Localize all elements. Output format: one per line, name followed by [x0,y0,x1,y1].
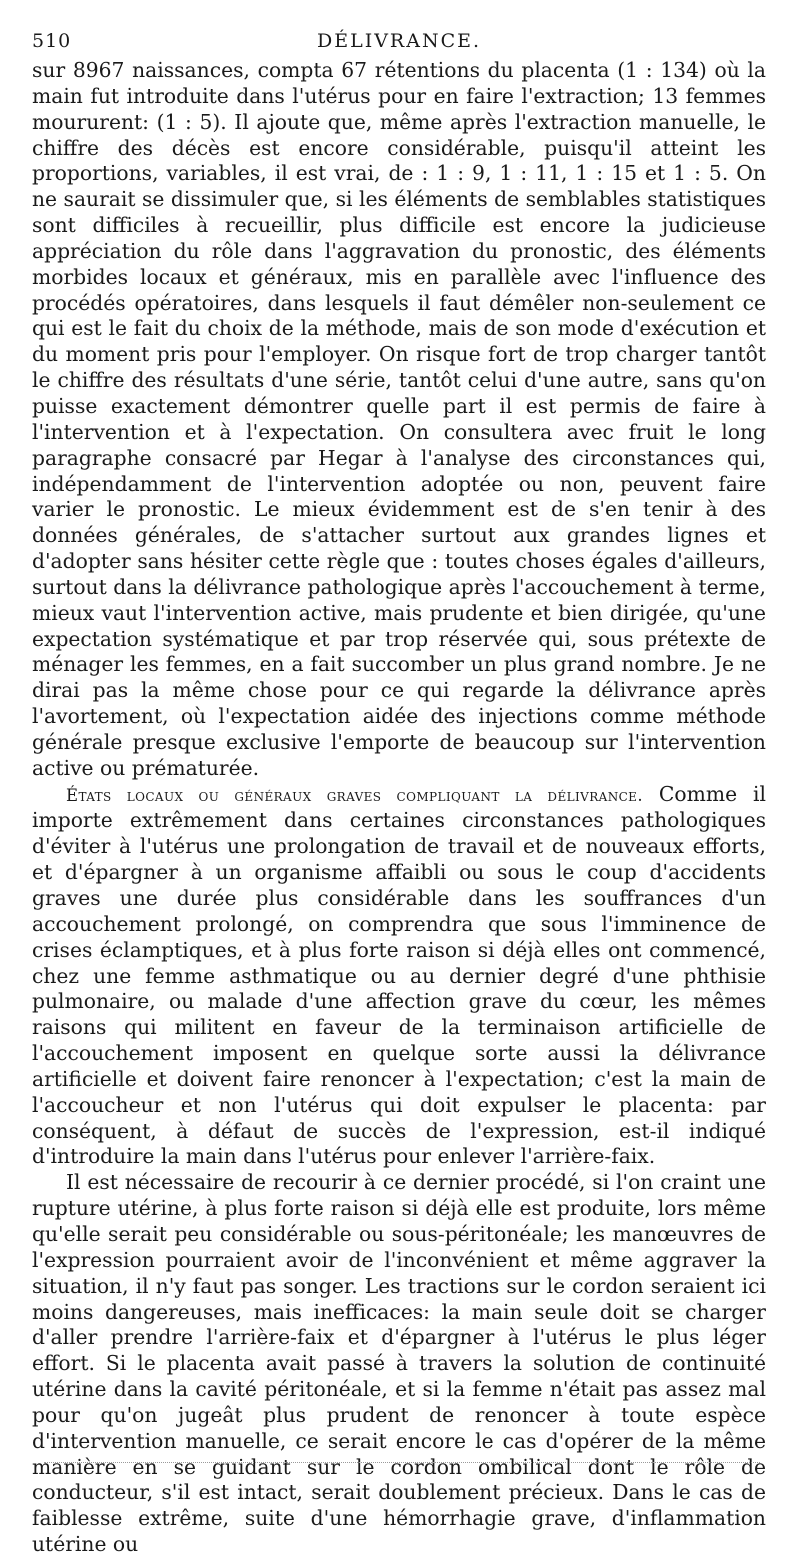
page-number: 510 [32,30,72,52]
paragraph-rupture [32,1170,766,1558]
footer-dotted-rule [44,1462,760,1463]
body-text [32,58,766,1558]
paragraph-statistics [32,58,766,782]
running-head [32,28,766,58]
paragraph-text: Il est nécessaire de recourir à ce dernier procédé, si l'on craint une rupture utérine, à plus forte raison si déjà elle est produite, lors même qu'elle serait peu considérable ou sous-péritonéale; les manœuvres de l'expression pourraient avoir de l'inconvénient et même aggraver la situation, il n'y faut pas songer. Les tractions sur le cordon seraient ici moins dangereuses, mais inefficaces: la main seule doit se charger d'aller prendre l'arrière-faix et d'épargner à l'utérus le plus léger effort. Si le placenta avait passé à travers la solution de continuité utérine dans la cavité péritonéale, et si la femme n'était pas assez mal pour qu'on jugeât plus prudent de renoncer à toute espèce d'intervention manuelle, ce serait encore le cas d'opérer de la même manière en se guidant sur le cordon ombilical dont le rôle de conducteur, s'il est intact, serait doublement précieux. Dans le cas de faiblesse extrême, suite d'une hémorrhagie grave, d'inflammation utérine ou [32,1170,766,1557]
section-heading: États locaux ou généraux graves compliquant la délivrance. [66,785,643,805]
paragraph-grave-states [32,782,766,1171]
running-title: DÉLIVRANCE. [316,30,482,52]
book-page [32,28,766,1558]
paragraph-text: sur 8967 naissances, compta 67 rétentions du placenta (1 : 134) où la main fut introduite dans l'utérus pour en faire l'extraction; 13 femmes moururent: (1 : 5). Il ajoute que, même après l'extraction manuelle, le chiffre des décès est encore considérable, puisqu'il atteint les proportions, variables, il est vrai, de : 1 : 9, 1 : 11, 1 : 15 et 1 : 5. On ne saurait se dissimuler que, si les éléments de semblables statistiques sont difficiles à recueillir, plus difficile est encore la judicieuse appréciation du rôle dans l'aggravation du pronostic, des éléments morbides locaux et généraux, mis en parallèle avec l'influence des procédés opératoires, dans lesquels il faut démêler non-seulement ce qui est le fait du choix de la méthode, mais de son mode d'exécution et du moment pris pour l'employer. On risque fort de trop charger tantôt le chiffre des résultats d'une série, tantôt celui d'une autre, sans qu'on puisse exactement démontrer quelle part il est permis de faire à l'intervention et à l'expectation. On consultera avec fruit le long paragraphe consacré par Hegar à l'analyse des circonstances qui, indépendamment de l'intervention adoptée ou non, peuvent faire varier le pronostic. Le mieux évidemment est de s'en tenir à des données générales, de s'attacher surtout aux grandes lignes et d'adopter sans hésiter cette règle que : toutes choses égales d'ailleurs, surtout dans la délivrance pathologique après l'accouchement à terme, mieux vaut l'intervention active, mais prudente et bien dirigée, qu'une expectation systématique et par trop réservée qui, sous prétexte de ménager les femmes, en a fait succomber un plus grand nombre. Je ne dirai pas la même chose pour ce qui regarde la délivrance après l'avortement, où l'expectation aidée des injections comme méthode générale presque exclusive l'emporte de beaucoup sur l'intervention active ou prématurée. [32,58,766,780]
paragraph-text: Comme il importe extrêmement dans certaines circonstances pathologiques d'éviter à l'utérus une prolongation de travail et de nouveaux efforts, et d'épargner à un organisme affaibli ou sous le coup d'accidents graves une durée plus considérable dans les souffrances d'un accouchement prolongé, on comprendra que sous l'imminence de crises éclamptiques, et à plus forte raison si déjà elles ont commencé, chez une femme asthmatique ou au dernier degré d'une phthisie pulmonaire, ou malade d'une affection grave du cœur, les mêmes raisons qui militent en faveur de la terminaison artificielle de l'accouchement imposent en quelque sorte aussi la délivrance artificielle et doivent faire renoncer à l'expectation; c'est la main de l'accoucheur et non l'utérus qui doit expulser le placenta: par conséquent, à défaut de succès de l'expression, est-il indiqué d'introduire la main dans l'utérus pour enlever l'arrière-faix. [32,781,766,1169]
